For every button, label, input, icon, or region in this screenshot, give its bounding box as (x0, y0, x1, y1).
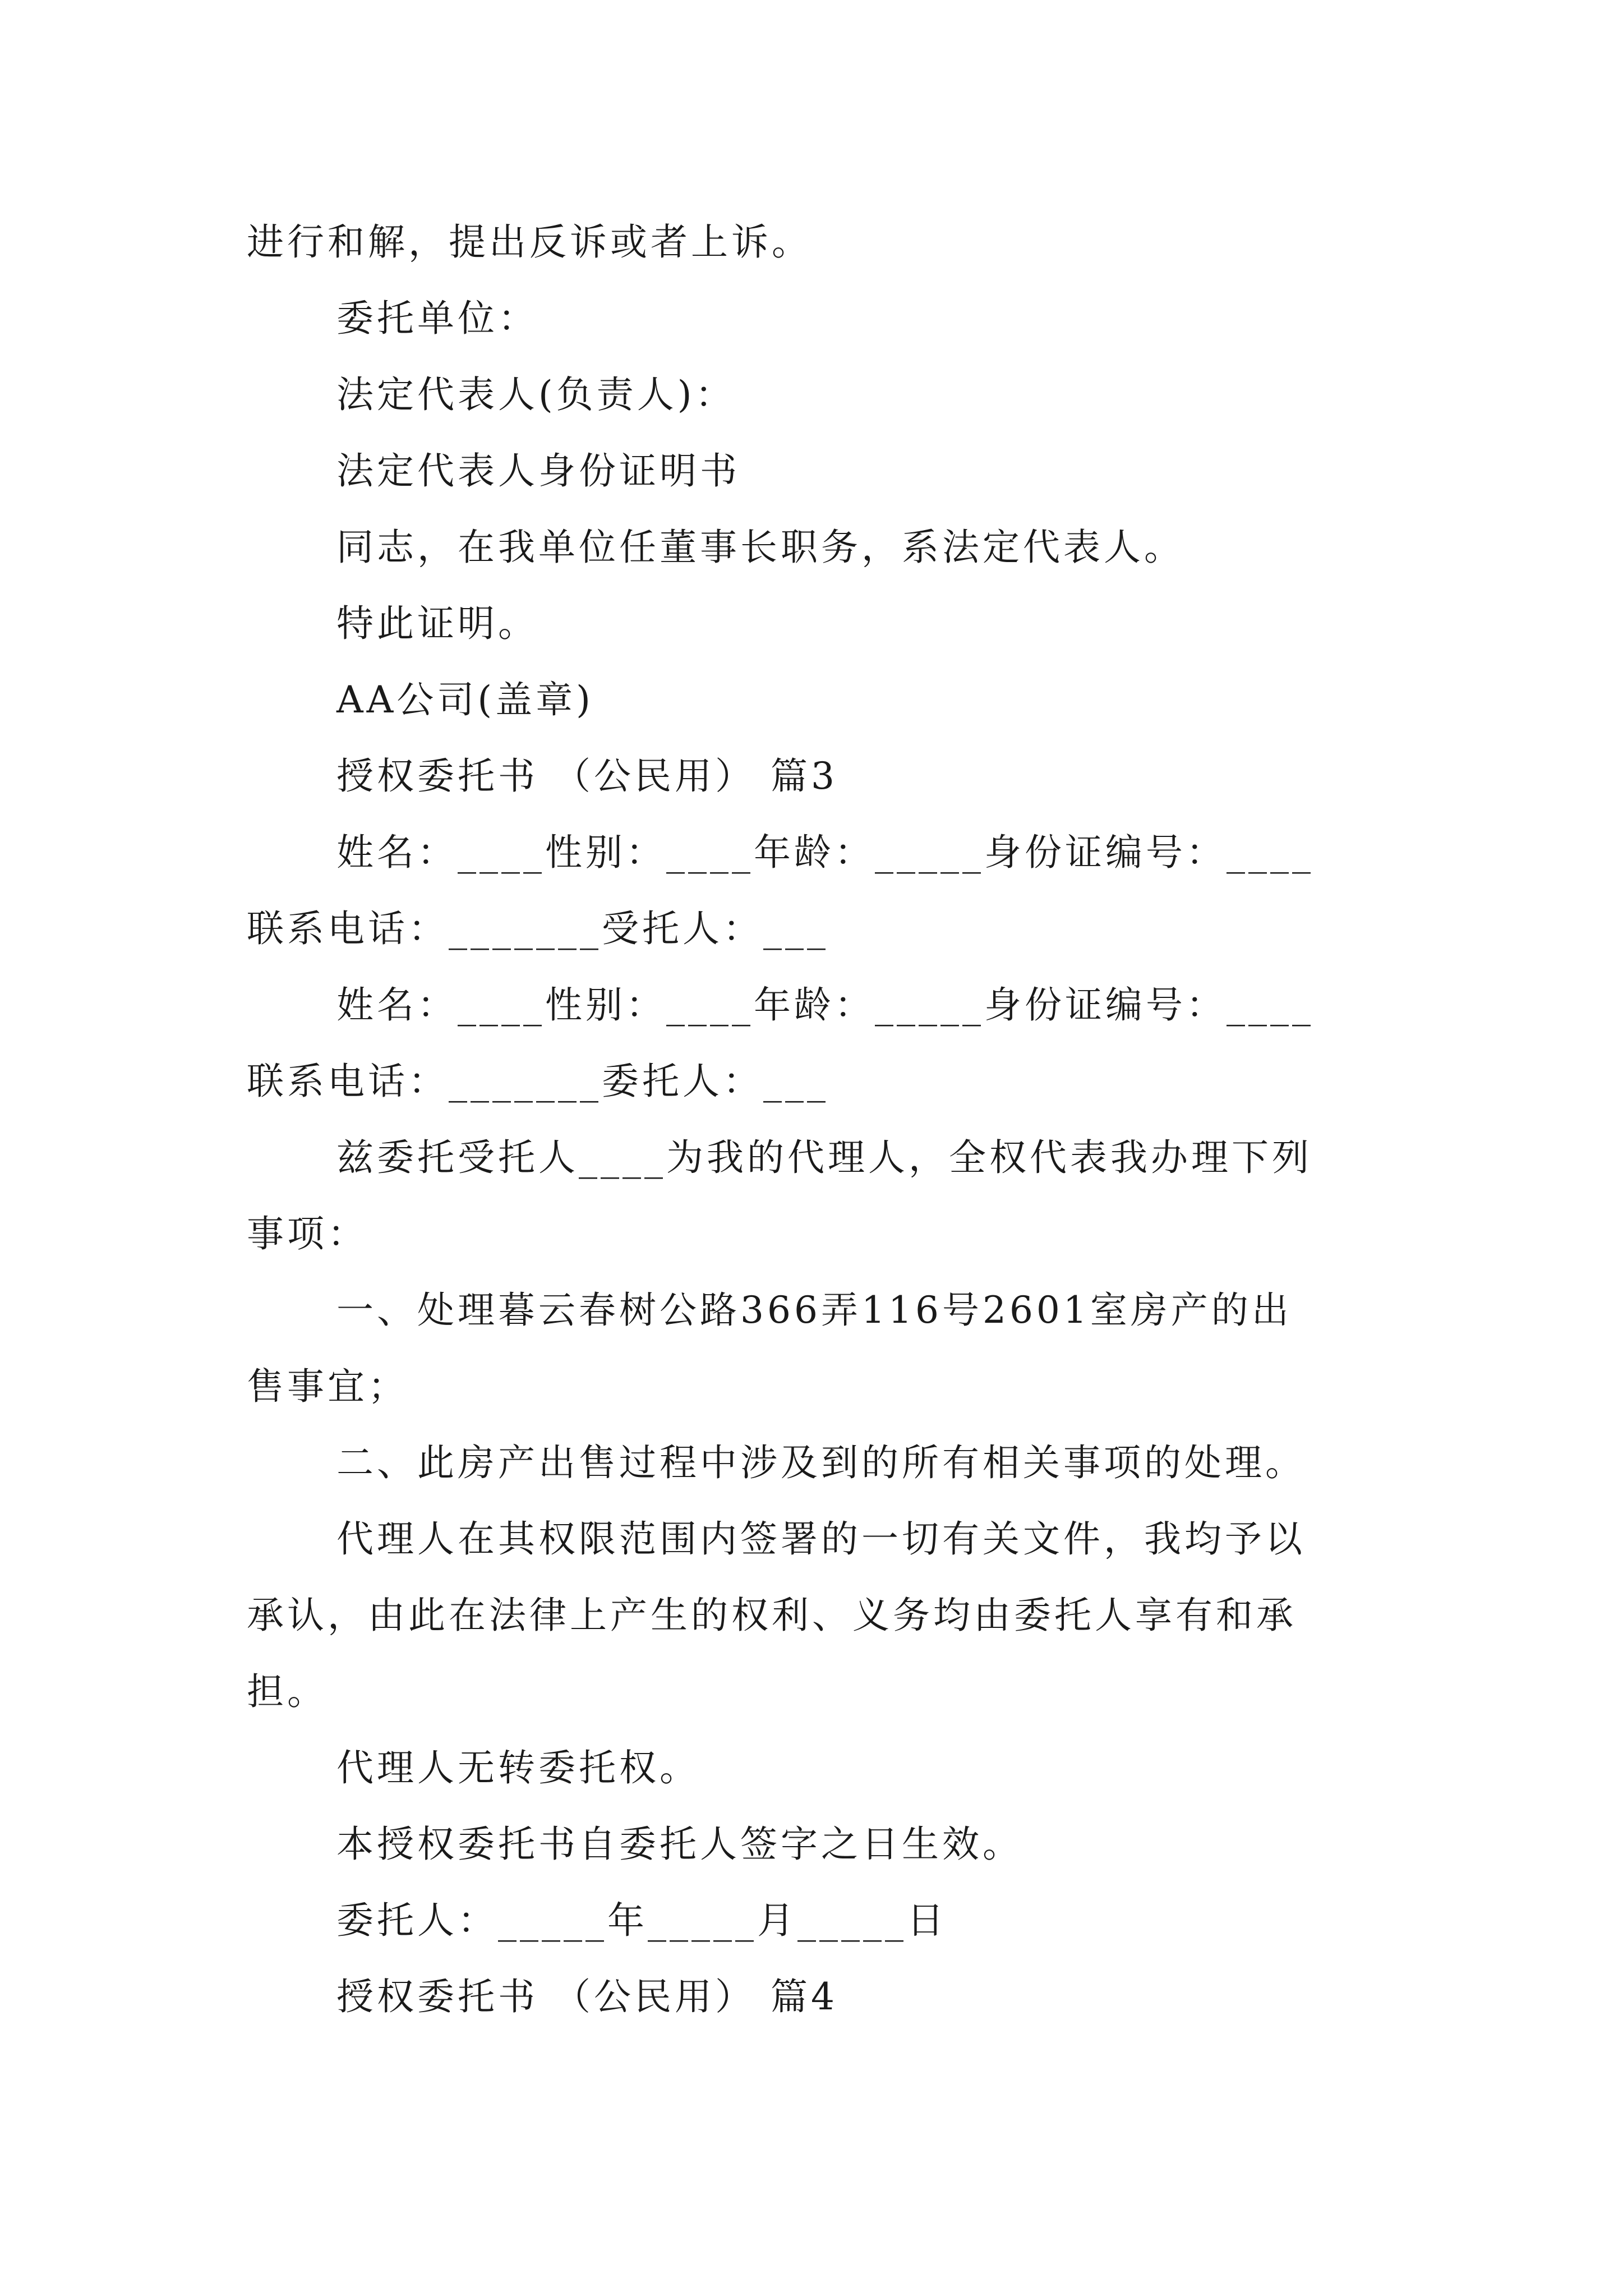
text-line: 代理人无转委托权。 (336, 1746, 700, 1789)
text-line: 一、处理暮云春树公路366弄116号2601室房产的出 (336, 1289, 1292, 1332)
text-line: 售事宜； (247, 1365, 408, 1408)
text-line: 二、此房产出售过程中涉及到的所有相关事项的处理。 (336, 1441, 1306, 1484)
text-line: AA公司(盖章) (336, 678, 594, 721)
text-line: 法定代表人(负责人)： (336, 373, 736, 416)
text-line: 兹委托受托人____为我的代理人，全权代表我办理下列 (336, 1136, 1312, 1179)
text-line: 进行和解，提出反诉或者上诉。 (247, 220, 812, 264)
text-line: 联系电话：_______受托人：___ (247, 907, 829, 950)
text-line: 委托人：_____年_____月_____日 (336, 1899, 947, 1942)
section-heading: 授权委托书 （公民用） 篇3 (336, 754, 838, 798)
text-line: 本授权委托书自委托人签字之日生效。 (336, 1823, 1023, 1866)
text-line: 事项： (247, 1212, 368, 1255)
text-line: 姓名：____性别：____年龄：_____身份证编号：____ (336, 831, 1314, 874)
text-line: 姓名：____性别：____年龄：_____身份证编号：____ (336, 983, 1314, 1027)
text-line: 承认，由此在法律上产生的权利、义务均由委托人享有和承 (247, 1594, 1297, 1637)
text-line: 代理人在其权限范围内签署的一切有关文件，我均予以 (336, 1517, 1306, 1561)
text-line: 担。 (247, 1670, 328, 1713)
text-line: 法定代表人身份证明书 (336, 449, 740, 493)
text-line: 同志，在我单位任董事长职务，系法定代表人。 (336, 526, 1184, 569)
text-line: 联系电话：_______委托人：___ (247, 1060, 829, 1103)
text-line: 特此证明。 (336, 602, 538, 645)
section-heading: 授权委托书 （公民用） 篇4 (336, 1975, 838, 2018)
text-line: 委托单位： (336, 297, 538, 340)
